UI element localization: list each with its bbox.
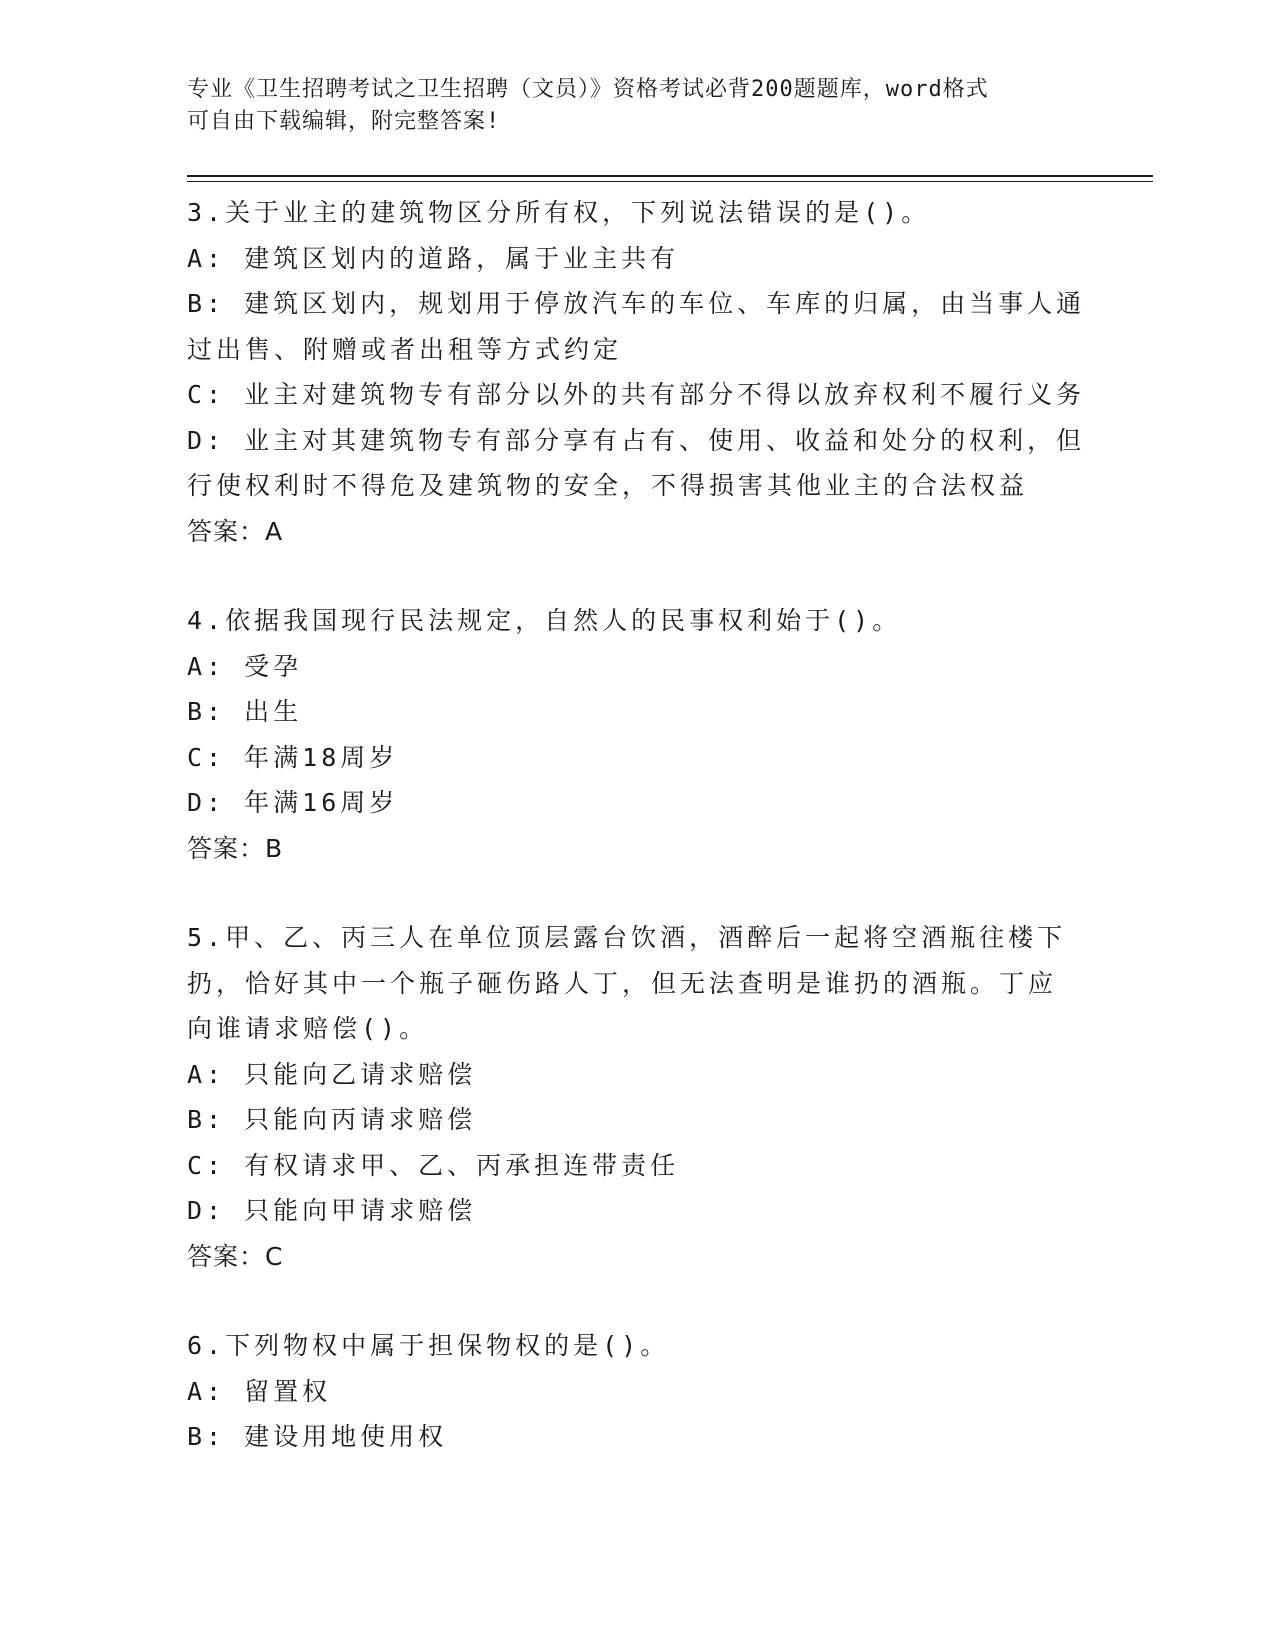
question-6 [187,1323,1087,1460]
question-stem: 5.甲、乙、丙三人在单位顶层露台饮酒，酒醉后一起将空酒瓶往楼下 [187,923,1067,952]
option-c: C: 业主对建筑物专有部分以外的共有部分不得以放弃权利不履行义务 [187,380,1086,409]
question-5 [187,915,1087,1279]
option-b: B: 建筑区划内，规划用于停放汽车的车位、车库的归属，由当事人通 [187,289,1086,318]
question-stem-continued: 扔，恰好其中一个瓶子砸伤路人丁，但无法查明是谁扔的酒瓶。丁应 [187,968,1058,998]
option-c: C: 有权请求甲、乙、丙承担连带责任 [187,1150,680,1180]
header-line-1: 专业《卫生招聘考试之卫生招聘（文员）》资格考试必背200题题库，word格式 [187,77,989,102]
option-b: B: 出生 [187,697,303,726]
answer: 答案：C [187,1241,284,1271]
option-d: D: 只能向甲请求赔偿 [187,1196,477,1225]
question-stem: 4.依据我国现行民法规定，自然人的民事权利始于()。 [187,606,902,635]
document-header [187,74,1087,138]
option-a: A: 建筑区划内的道路，属于业主共有 [187,243,680,273]
question-3 [187,190,1087,554]
question-list [187,190,1087,1460]
answer: 答案：B [187,833,284,863]
header-divider-thick [187,175,1153,177]
option-a: A: 受孕 [187,651,303,681]
option-d: D: 年满16周岁 [187,788,399,817]
question-stem: 3.关于业主的建筑物区分所有权，下列说法错误的是()。 [187,198,931,227]
option-a: A: 留置权 [187,1376,332,1406]
header-divider-thin [187,181,1153,182]
question-4 [187,598,1087,871]
option-b: B: 建设用地使用权 [187,1422,448,1451]
question-stem: 6.下列物权中属于担保物权的是()。 [187,1331,670,1360]
option-c: C: 年满18周岁 [187,742,399,772]
option-b-continued: 过出售、附赠或者出租等方式约定 [187,334,623,364]
answer: 答案：A [187,516,284,546]
header-line-2: 可自由下载编辑，附完整答案! [187,109,501,134]
question-stem-continued: 向谁请求赔偿()。 [187,1014,429,1043]
option-d-continued: 行使权利时不得危及建筑物的安全，不得损害其他业主的合法权益 [187,471,1029,500]
option-b: B: 只能向丙请求赔偿 [187,1105,477,1134]
option-d: D: 业主对其建筑物专有部分享有占有、使用、收益和处分的权利，但 [187,425,1086,455]
option-a: A: 只能向乙请求赔偿 [187,1059,477,1089]
